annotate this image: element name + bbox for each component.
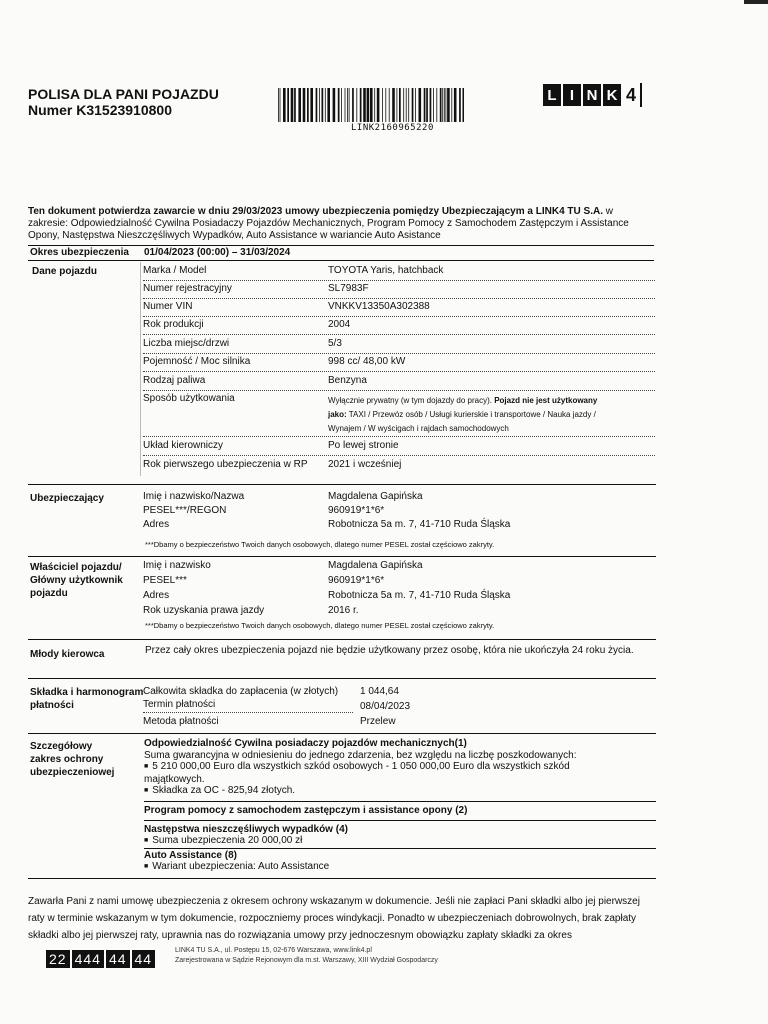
young-driver-text: Przez cały okres ubezpieczenia pojazd nie będzie użytkowany przez osobę, która nie ukończyła 24 roku życia. [145,645,634,656]
barcode-bar [349,88,350,122]
usage-line-2: TAXI / Przewóz osób / Usługi kurierskie i transportowe / Nauka jazdy / [346,410,596,419]
owner-field-value: Magdalena Gapińska [328,560,423,571]
logo-number: 4 [626,84,637,105]
company-address: LINK4 TU S.A., ul. Postępu 15, 02-676 Warszawa, www.link4.pl [175,947,372,954]
section-divider [28,639,656,640]
insurer-field-value: Magdalena Gapińska [328,491,423,502]
vehicle-field-label: Marka / Model [143,265,207,276]
insurer-field-value: Robotnicza 5a m. 7, 41-710 Ruda Śląska [328,519,511,530]
barcode-bar [360,88,362,122]
barcode-bar [412,88,414,122]
phone-part: 44 [132,950,156,968]
coverage-label-line-3: ubezpieczeniowej [30,767,115,778]
barcode-bar [316,88,318,122]
row-rule [143,334,655,335]
insurer-field-label: Imię i nazwisko/Nazwa [143,491,245,502]
barcode-bar [283,88,286,122]
coverage-section-label [30,740,114,779]
barcode-bar [415,88,416,122]
nnw-title: Następstwa nieszczęśliwych wypadków (4) [144,823,348,835]
barcode-bar [389,88,390,122]
vehicle-field-value: Po lewej stronie [328,440,399,451]
program-block [144,801,656,817]
barcode-bar [426,88,428,122]
barcode-bar [280,88,281,122]
barcode-bar [406,88,407,122]
logo-letter: N [583,84,601,106]
row-rule [143,436,655,437]
barcode-bar [310,88,313,122]
owner-section-label [30,561,123,600]
auto-assistance-block [144,848,656,874]
oc-bullet-premium: ■ Składka za OC - 825,94 złotych. [144,785,656,798]
vehicle-field-label: Pojemność / Moc silnika [143,356,251,367]
document-title: POLISA DLA PANI POJAZDU [28,86,219,102]
owner-label-line-2: Główny użytkownik [30,575,123,586]
owner-field-label: Adres [143,590,170,601]
payment-label-line-1: Składka i harmonogram [30,687,144,698]
barcode-bar [433,88,434,122]
barcode-bar [307,88,309,122]
vehicle-field-label: Rodzaj paliwa [143,375,206,386]
owner-field-label: Imię i nazwisko [143,560,211,571]
usage-description [328,394,658,436]
barcode-bar [278,88,279,122]
barcode-bar [419,88,422,122]
coverage-details [144,738,656,874]
intro-paragraph [28,206,654,242]
vehicle-field-value: 5/3 [328,338,342,349]
payment-due-label: Termin płatności [143,699,216,710]
vehicle-field-label: Sposób użytkowania [143,393,235,404]
logo-letter: I [563,84,581,106]
barcode-bar [327,88,330,122]
barcode-bar [322,88,324,122]
nnw-block [144,820,656,848]
vehicle-section-label: Dane pojazdu [32,266,98,277]
barcode-bar [385,88,386,122]
policy-number: Numer K31523910800 [28,102,172,118]
barcode-bar [444,88,445,122]
intro-rest: w zakresie: Odpowiedzialność Cywilna Posiadaczy Pojazdów Mechanicznych, Program Pomocy z Samochodem Zastępczym i Assistance Opony, Następstwa Nieszczęśliwych Wypadków, Auto Assistance w wariancie Auto Asistance [28,206,629,241]
scan-corner-mark [744,0,768,4]
barcode-bar [459,88,461,122]
vehicle-field-value: SL7983F [328,283,369,294]
owner-field-value: Robotnicza 5a m. 7, 41-710 Ruda Śląska [328,590,511,601]
owner-label-line-1: Właściciel pojazdu/ [30,562,122,573]
logo-letter: K [603,84,621,106]
barcode-bar [377,88,380,122]
payment-method-value: Przelew [360,716,396,727]
barcode-bar [363,88,366,122]
barcode-bar [454,88,457,122]
barcode-bar [374,88,375,122]
insurer-field-label: Adres [143,519,170,530]
barcode-bar [397,88,398,122]
vehicle-field-value: 2004 [328,319,351,330]
barcode-bar [287,88,289,122]
vehicle-field-value: TOYOTA Yaris, hatchback [328,265,444,276]
barcode-bar [333,88,336,122]
period-value: 01/04/2023 (00:00) – 31/03/2024 [144,247,291,258]
usage-line-3: Wynajem / W wyścigach i rajdach samochodowych [328,424,509,433]
coverage-label-line-2: zakres ochrony [30,754,104,765]
barcode-bar [319,88,320,122]
barcode-bar [392,88,395,122]
section-divider [28,733,656,734]
row-rule [143,280,655,281]
oc-line: Suma gwarancyjna w odniesieniu do jednego zdarzenia, bez względu na liczbę poszkodowanych: [144,749,577,761]
barcode-bar [341,88,342,122]
payment-total-label: Całkowita składka do zapłacenia (w złotych) [143,686,339,697]
barcode-bar [442,88,443,122]
payment-label-line-2: płatności [30,700,74,711]
barcode-bar [430,88,432,122]
barcode-bar [298,88,301,122]
period-label: Okres ubezpieczenia [30,247,129,258]
company-registration: Zarejestrowana w Sądzie Rejonowym dla m.st. Warszawy, XIII Wydział Gospodarczy [175,957,438,964]
auto-assistance-bullet: ■ Wariant ubezpieczenia: Auto Assistance [144,861,656,874]
barcode-bar [447,88,450,122]
logo-letter: L [543,84,561,106]
intro-bold: Ten dokument potwierdza zawarcie w dniu 29/03/2023 umowy ubezpieczenia pomiędzy Ubezpieczającym a LINK4 TU S.A. [28,206,603,217]
insurer-section-label: Ubezpieczający [30,493,104,504]
row-rule [143,371,655,372]
payment-method-label: Metoda płatności [143,716,219,727]
vehicle-field-label: Układ kierowniczy [143,440,224,451]
barcode-bar [451,88,452,122]
oc-title: Odpowiedzialność Cywilna posiadaczy pojazdów mechanicznych(1) [144,738,467,749]
company-info [175,946,438,966]
barcode-bar [347,88,348,122]
young-driver-label: Młody kierowca [30,649,105,660]
insurer-pesel-note: ***Dbamy o bezpieczeństwo Twoich danych osobowych, dlatego numer PESEL został częściowo zakryty. [145,540,495,549]
vehicle-field-value: 998 cc/ 48,00 kW [328,356,406,367]
row-rule [143,712,353,713]
owner-label-line-3: pojazdu [30,588,68,599]
phone-number [46,950,155,968]
barcode-bar [352,88,354,122]
owner-field-label: Rok uzyskania prawa jazdy [143,605,265,616]
vehicle-field-label: Liczba miejsc/drzwi [143,338,230,349]
phone-part: 22 [46,950,70,968]
vehicle-field-value: Benzyna [328,375,367,386]
barcode-bar [436,88,437,122]
barcode-bar [356,88,357,122]
phone-part: 444 [72,950,104,968]
barcode-bar [291,88,294,122]
vehicle-divider [140,262,141,476]
nnw-bullet: ■ Suma ubezpieczenia 20 000,00 zł [144,835,656,848]
footer-paragraph: Zawarła Pani z nami umowę ubezpieczenia z okresem ochrony wskazanym w dokumencie. Jeśli nie zapłaci Pani składki albo jej pierwszej raty w terminie wskazanym w tym dokumencie, rozpoczniemy proces windykacji. Ponadto w ubezpieczeniach dobrowolnych, brak zapłaty składki albo jej pierwszej raty, uprawnia nas do rozwiązania umowy przy jednoczesnym obowiązku zapłaty składki za okres [28,896,640,941]
barcode-bar [338,88,340,122]
vehicle-field-label: Rok produkcji [143,319,204,330]
payment-due-value: 08/04/2023 [360,701,411,712]
barcode-bar [463,88,465,122]
usage-line-1-bold: Pojazd nie jest użytkowany [491,396,598,405]
barcode-bar [440,88,442,122]
program-title: Program pomocy z samochodem zastępczym i assistance opony (2) [144,804,468,816]
insurer-field-label: PESEL***/REGON [143,505,227,516]
owner-field-value: 2016 r. [328,605,359,616]
barcode-bar [303,88,306,122]
row-rule [143,390,655,391]
section-divider [28,878,656,879]
vehicle-field-value: VNKKV13350A302388 [328,301,430,312]
barcode-bar [325,88,326,122]
row-rule [143,353,655,354]
insurer-field-value: 960919*1*6* [328,505,385,516]
owner-field-label: PESEL*** [143,575,187,586]
vehicle-field-label: Numer VIN [143,301,193,312]
barcode-bar [446,88,447,122]
oc-bullet-sum: ■ 5 210 000,00 Euro dla wszystkich szkód osobowych - 1 050 000,00 Euro dla wszystkich szkód majątkowych. [144,761,594,785]
owner-pesel-note: ***Dbamy o bezpieczeństwo Twoich danych osobowych, dlatego numer PESEL został częściowo zakryty. [145,621,495,630]
barcode-bar [382,88,383,122]
owner-field-value: 960919*1*6* [328,575,385,586]
row-rule [143,455,655,456]
barcode-bar [399,88,401,122]
vehicle-field-value: 2021 i wcześniej [328,459,402,470]
barcode-bar [345,88,346,122]
coverage-label-line-1: Szczegółowy [30,741,93,752]
row-rule [143,298,655,299]
payment-section-label [30,686,143,712]
auto-assistance-title: Auto Assistance (8) [144,849,237,861]
section-divider [28,484,656,485]
barcode-bar [424,88,426,122]
logo-bar [640,83,642,107]
phone-part: 44 [106,950,130,968]
usage-line-2-bold: jako: [328,410,347,419]
row-rule [143,316,655,317]
barcode-bar [367,88,370,122]
payment-total-value: 1 044,64 [360,686,399,697]
insurance-period-row [28,245,654,261]
section-divider [28,556,656,557]
barcode-bar [370,88,373,122]
vehicle-field-label: Rok pierwszego ubezpieczenia w RP [143,459,308,470]
section-divider [28,678,656,679]
barcode-number: LINK2160965220 [351,123,434,133]
link4-logo [543,83,642,107]
usage-line-1: Wyłącznie prywatny (w tym dojazdy do pracy). [328,396,492,405]
barcode-bar [408,88,409,122]
vehicle-field-label: Numer rejestracyjny [143,283,232,294]
barcode-bar [294,88,296,122]
barcode-bar [403,88,404,122]
